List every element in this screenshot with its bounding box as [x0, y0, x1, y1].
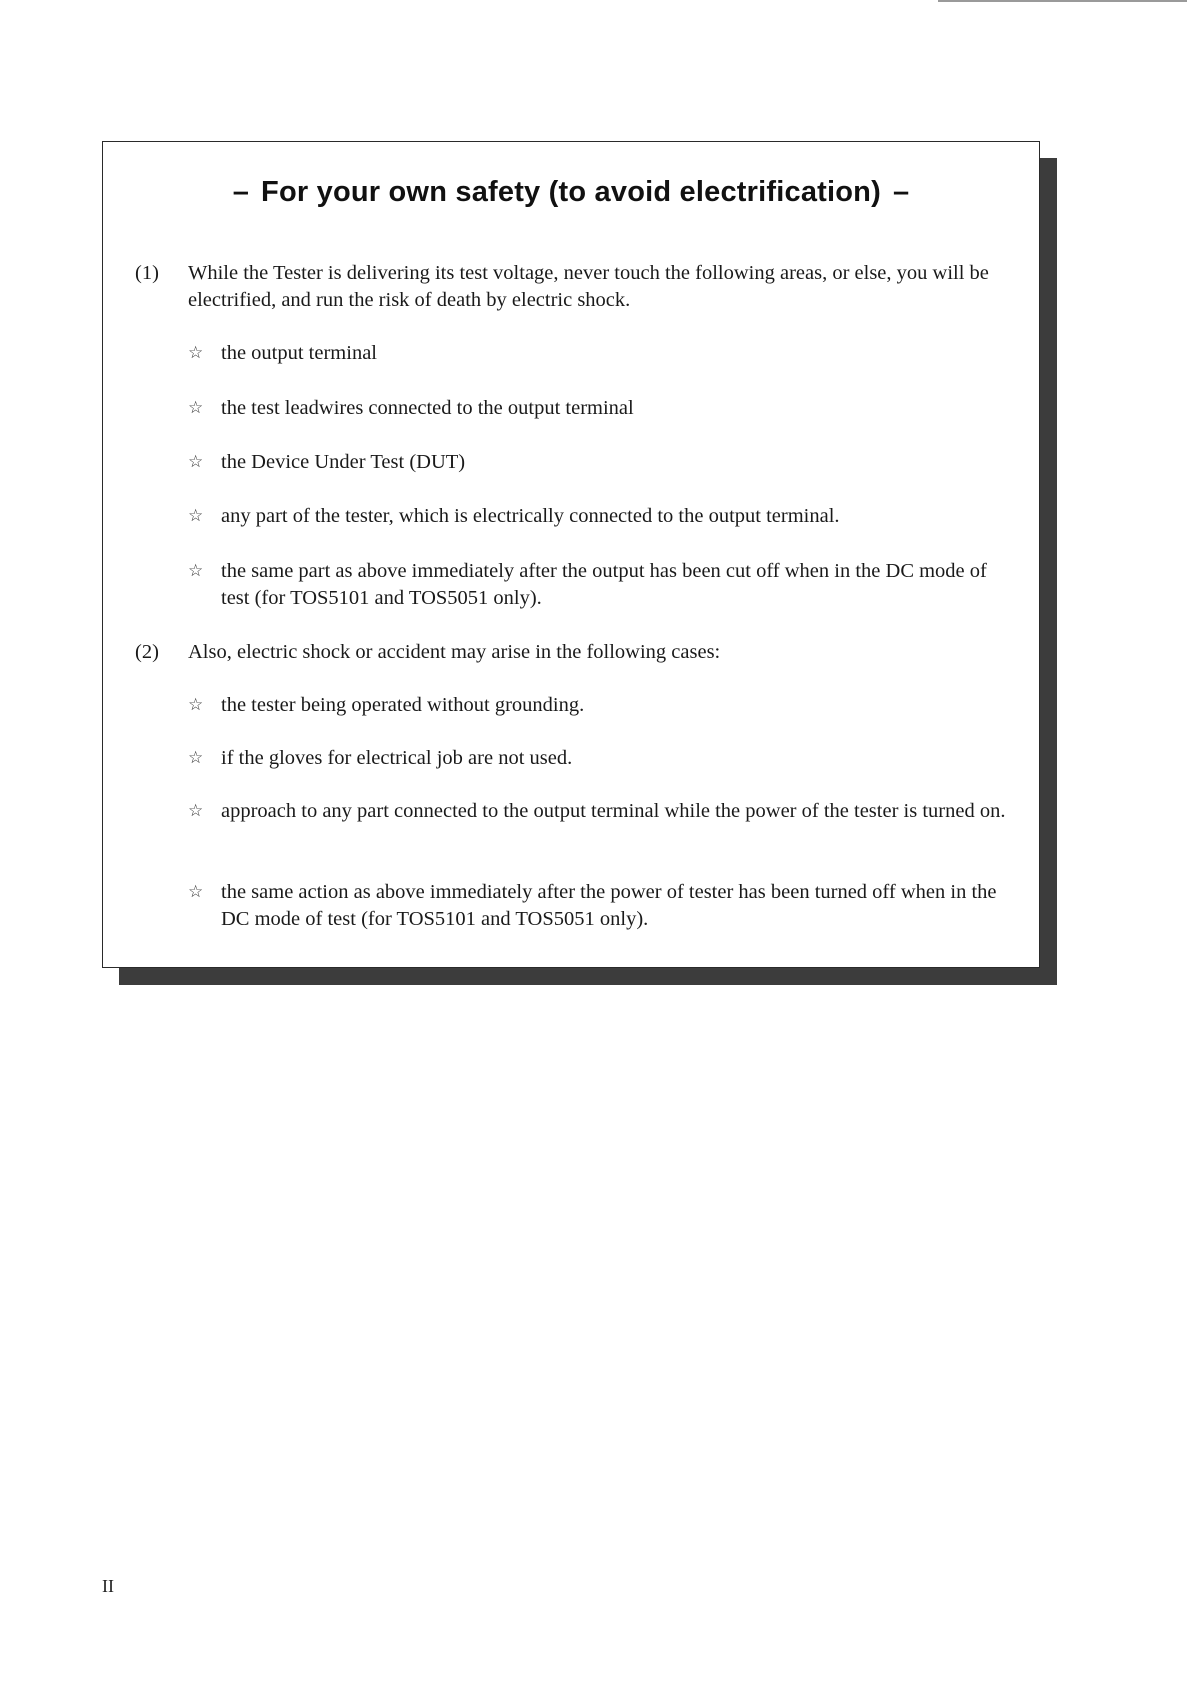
list-item: [188, 449, 1018, 476]
list-item: [188, 340, 1018, 367]
top-rule: [938, 0, 1187, 2]
list-item-text: the output terminal: [221, 342, 377, 364]
star-bullet-icon: ☆: [188, 801, 204, 821]
list-item-text: any part of the tester, which is electrically connected to the output terminal.: [221, 505, 840, 527]
star-bullet-icon: ☆: [188, 882, 204, 902]
safety-warning-box: [102, 141, 1040, 968]
section-1-number: (1): [135, 262, 159, 284]
list-item-text: the same action as above immediately after the power of tester has been turned off when in the DC mode of test (for TOS5101 and TOS5051 only).: [221, 881, 997, 930]
list-item: [188, 503, 1018, 530]
list-item: [188, 798, 1018, 825]
star-bullet-icon: ☆: [188, 561, 204, 581]
list-item: [188, 879, 1018, 933]
section-2-text: Also, electric shock or accident may arise in the following cases:: [188, 641, 721, 663]
star-bullet-icon: ☆: [188, 343, 204, 363]
section-2-number: (2): [135, 641, 159, 663]
star-bullet-icon: ☆: [188, 748, 204, 768]
star-bullet-icon: ☆: [188, 695, 204, 715]
title-text: For your own safety (to avoid electrification): [261, 176, 881, 208]
star-bullet-icon: ☆: [188, 398, 204, 418]
box-title: [103, 176, 1039, 209]
star-bullet-icon: ☆: [188, 452, 204, 472]
list-item-text: the tester being operated without grounding.: [221, 694, 585, 716]
title-dash-left: –: [232, 176, 250, 208]
page-number: II: [102, 1576, 114, 1596]
list-item-text: the Device Under Test (DUT): [221, 451, 466, 473]
list-item-text: the test leadwires connected to the output terminal: [221, 397, 634, 419]
list-item: [188, 692, 1018, 719]
section-1-text: While the Tester is delivering its test voltage, never touch the following areas, or else, you will be electrified, and run the risk of death by electric shock.: [188, 262, 989, 311]
list-item: [188, 395, 1018, 422]
star-bullet-icon: ☆: [188, 506, 204, 526]
title-dash-right: –: [892, 176, 910, 208]
list-item-text: approach to any part connected to the output terminal while the power of the tester is turned on.: [221, 800, 1006, 822]
list-item: [188, 745, 1018, 772]
list-item-text: if the gloves for electrical job are not used.: [221, 747, 573, 769]
list-item: [188, 558, 1018, 612]
list-item-text: the same part as above immediately after the output has been cut off when in the DC mode of test (for TOS5101 and TOS5051 only).: [221, 560, 987, 609]
